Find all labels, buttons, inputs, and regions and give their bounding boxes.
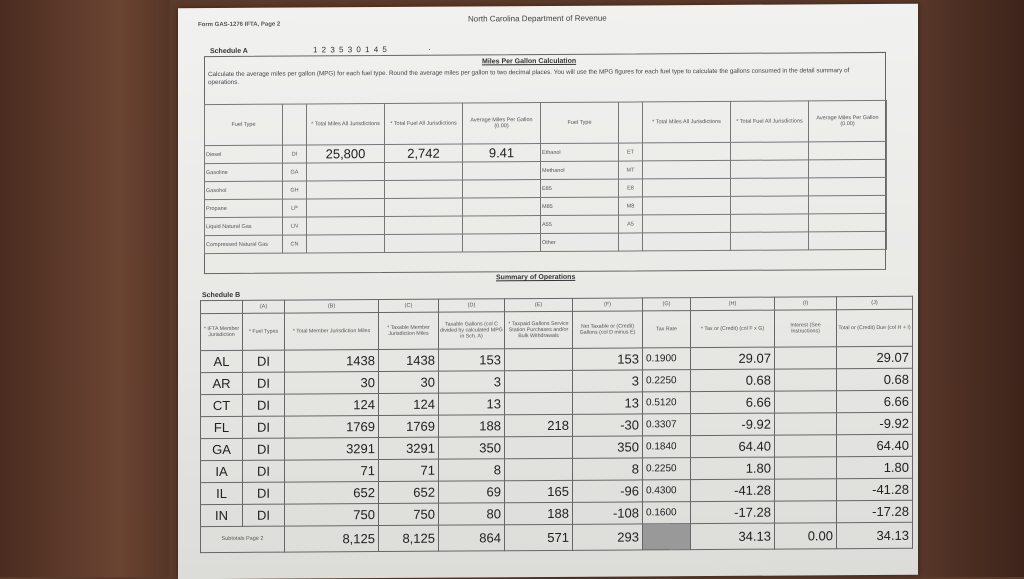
total-miles-cell: 25,800 bbox=[307, 144, 385, 162]
tax-cell: -41.28 bbox=[691, 479, 775, 502]
column-header: Tax Rate bbox=[643, 311, 691, 348]
column-header: * IFTA Member Jurisdiction bbox=[201, 313, 243, 350]
column-letter: (F) bbox=[573, 298, 643, 311]
subtotal-interest: 0.00 bbox=[775, 523, 837, 549]
total-miles-cell-right bbox=[643, 142, 731, 161]
subtotals-row bbox=[201, 522, 913, 552]
subtotal-net-gallons: 293 bbox=[573, 524, 643, 550]
fuel-type-name: Gasohol bbox=[205, 181, 283, 199]
total-fuel-cell bbox=[385, 198, 463, 216]
total-miles-cell-right bbox=[643, 214, 731, 233]
subtotal-total-miles: 8,125 bbox=[285, 526, 379, 553]
fuel-type-name-right: E85 bbox=[541, 179, 619, 197]
fuel-type-name: Gasoline bbox=[205, 163, 283, 181]
column-header: * Taxpaid Gallons Service Station Purchases and/or Bulk Withdrawals bbox=[505, 311, 573, 348]
fuel-type-name: Propane bbox=[205, 199, 283, 217]
stray-mark: · bbox=[428, 44, 431, 54]
fuel-type-cell: DI bbox=[243, 482, 285, 504]
fuel-code: GH bbox=[283, 181, 307, 199]
avg-mpg-cell-right bbox=[809, 159, 887, 177]
column-letter: (I) bbox=[775, 297, 837, 310]
avg-mpg-cell: 9.41 bbox=[463, 144, 541, 162]
total-due-cell: 64.40 bbox=[837, 434, 913, 456]
tax-form-page bbox=[178, 4, 918, 579]
total-fuel-header-right: * Total Fuel All Jurisdictions bbox=[731, 101, 809, 142]
fuel-code: CN bbox=[283, 235, 307, 253]
taxable-miles-cell: 3291 bbox=[379, 437, 439, 459]
interest-cell bbox=[775, 501, 837, 523]
tax-cell: 29.07 bbox=[691, 347, 775, 370]
subtotal-tax: 34.13 bbox=[691, 523, 775, 550]
taxable-miles-cell: 1438 bbox=[379, 349, 439, 371]
fuel-type-name-right: Methanol bbox=[541, 161, 619, 179]
column-letter: (E) bbox=[505, 298, 573, 311]
fuel-code-right: M8 bbox=[619, 197, 643, 215]
fuel-code: DI bbox=[283, 145, 307, 163]
taxable-miles-cell: 71 bbox=[379, 459, 439, 481]
total-fuel-cell bbox=[385, 216, 463, 234]
net-gallons-cell: 153 bbox=[573, 348, 643, 370]
jurisdiction-cell: IA bbox=[201, 460, 243, 482]
fuel-type-cell: DI bbox=[243, 372, 285, 394]
taxpaid-gallons-cell: 165 bbox=[505, 480, 573, 502]
net-gallons-cell: 13 bbox=[573, 392, 643, 414]
avg-mpg-cell-right bbox=[809, 213, 887, 231]
total-miles-cell: 652 bbox=[285, 482, 379, 505]
net-gallons-cell: -30 bbox=[573, 414, 643, 436]
subtotals-label: Subtotals Page 2 bbox=[201, 526, 285, 553]
tax-rate-cell: 0.2250 bbox=[643, 458, 691, 480]
total-miles-cell: 3291 bbox=[285, 438, 379, 461]
total-fuel-cell bbox=[385, 234, 463, 252]
total-miles-cell bbox=[307, 216, 385, 234]
taxpaid-gallons-cell bbox=[505, 458, 573, 480]
fuel-type-cell: DI bbox=[243, 394, 285, 416]
mpg-table bbox=[204, 100, 887, 254]
fuel-type-name-right: Other bbox=[541, 233, 619, 251]
total-fuel-header: * Total Fuel All Jurisdictions bbox=[385, 103, 463, 144]
code-header bbox=[283, 104, 307, 145]
interest-cell bbox=[775, 391, 837, 413]
fuel-type-name-right: Ethanol bbox=[541, 143, 619, 161]
avg-mpg-cell-right bbox=[809, 177, 887, 195]
net-gallons-cell: 3 bbox=[573, 370, 643, 392]
column-letter: (H) bbox=[691, 297, 775, 311]
fuel-type-cell: DI bbox=[243, 350, 285, 372]
net-gallons-cell: 8 bbox=[573, 458, 643, 480]
column-header: Total or (Credit) Due (col H + I) bbox=[837, 309, 913, 346]
tax-rate-cell: 0.1600 bbox=[643, 502, 691, 524]
total-miles-cell: 750 bbox=[285, 504, 379, 527]
tax-rate-cell: 0.5120 bbox=[643, 392, 691, 414]
taxable-gallons-cell: 3 bbox=[439, 371, 505, 393]
total-miles-cell bbox=[307, 234, 385, 252]
total-fuel-cell-right bbox=[731, 142, 809, 160]
taxpaid-gallons-cell bbox=[505, 348, 573, 370]
total-due-cell: 6.66 bbox=[837, 390, 913, 412]
total-miles-cell: 1438 bbox=[285, 350, 379, 373]
schedule-b-label: Schedule B bbox=[202, 291, 241, 300]
desk-background-right bbox=[904, 0, 1024, 577]
column-header: Interest (See Instructions) bbox=[775, 310, 837, 347]
total-fuel-cell-right bbox=[731, 178, 809, 196]
taxpaid-gallons-cell bbox=[505, 392, 573, 414]
column-header: * Total Member Jurisdiction Miles bbox=[285, 313, 379, 351]
total-fuel-cell: 2,742 bbox=[385, 144, 463, 162]
taxable-gallons-cell: 8 bbox=[439, 459, 505, 481]
interest-cell bbox=[775, 369, 837, 391]
total-fuel-cell bbox=[385, 180, 463, 198]
interest-cell bbox=[775, 479, 837, 501]
net-gallons-cell: -96 bbox=[573, 480, 643, 502]
total-fuel-cell-right bbox=[731, 232, 809, 250]
fuel-code: GA bbox=[283, 163, 307, 181]
fuel-type-name: Liquid Natural Gas bbox=[205, 217, 283, 235]
subtotal-taxable-gallons: 864 bbox=[439, 525, 505, 551]
column-header: * Tax or (Credit) (col F x G) bbox=[691, 310, 775, 348]
fuel-type-name-right: M85 bbox=[541, 197, 619, 215]
total-miles-cell-right bbox=[643, 232, 731, 251]
column-header: Net Taxable or (Credit) Gallons (col D minus E) bbox=[573, 311, 643, 348]
fuel-code-right: A5 bbox=[619, 215, 643, 233]
total-due-cell: -41.28 bbox=[837, 478, 913, 500]
fuel-type-header: Fuel Type bbox=[205, 104, 283, 145]
total-fuel-cell-right bbox=[731, 160, 809, 178]
tax-cell: 64.40 bbox=[691, 435, 775, 458]
avg-mpg-header: Average Miles Per Gallon (0.00) bbox=[463, 103, 541, 144]
interest-cell bbox=[775, 347, 837, 369]
column-letter: (G) bbox=[643, 298, 691, 311]
column-letter: (C) bbox=[379, 299, 439, 312]
mpg-calculation-title: Miles Per Gallon Calculation bbox=[482, 57, 577, 66]
total-miles-header: * Total Miles All Jurisdictions bbox=[307, 103, 385, 144]
summary-table bbox=[200, 296, 913, 553]
avg-mpg-cell bbox=[463, 180, 541, 198]
jurisdiction-cell: CT bbox=[201, 394, 243, 416]
avg-mpg-cell-right bbox=[809, 195, 887, 213]
column-headers-row bbox=[201, 309, 913, 350]
total-fuel-cell bbox=[385, 162, 463, 180]
column-letter: (D) bbox=[439, 299, 505, 312]
fuel-type-cell: DI bbox=[243, 504, 285, 526]
avg-mpg-cell bbox=[463, 216, 541, 234]
column-letter: (J) bbox=[837, 296, 913, 309]
tax-rate-cell: 0.4300 bbox=[643, 480, 691, 502]
avg-mpg-header-right: Average Miles Per Gallon (0.00) bbox=[809, 100, 887, 141]
schedule-a-instructions: Calculate the average miles per gallon (MPG) for each fuel type. Round the average miles per gallon to two decimal places. You will use the MPG figures for each fuel type to calculate the gallons consumed in the detail summary of operations. bbox=[208, 67, 850, 87]
net-gallons-cell: -108 bbox=[573, 502, 643, 524]
taxable-miles-cell: 124 bbox=[379, 393, 439, 415]
fuel-code: LP bbox=[283, 199, 307, 217]
mpg-row bbox=[205, 231, 887, 253]
fuel-type-name-right: A55 bbox=[541, 215, 619, 233]
column-letter: (A) bbox=[243, 300, 285, 313]
taxable-gallons-cell: 80 bbox=[439, 503, 505, 525]
jurisdiction-cell: AR bbox=[201, 372, 243, 394]
summary-of-operations-title: Summary of Operations bbox=[496, 273, 576, 282]
interest-cell bbox=[775, 435, 837, 457]
avg-mpg-cell bbox=[463, 162, 541, 180]
taxable-miles-cell: 750 bbox=[379, 503, 439, 525]
total-due-cell: 1.80 bbox=[837, 456, 913, 478]
column-header: * Taxable Member Jurisdiction Miles bbox=[379, 312, 439, 349]
taxable-gallons-cell: 188 bbox=[439, 415, 505, 437]
code-header-right bbox=[619, 102, 643, 143]
subtotal-total-due: 34.13 bbox=[837, 522, 913, 548]
jurisdiction-cell: FL bbox=[201, 416, 243, 438]
jurisdiction-cell: GA bbox=[201, 438, 243, 460]
taxable-miles-cell: 652 bbox=[379, 481, 439, 503]
total-miles-cell: 124 bbox=[285, 394, 379, 417]
tax-cell: 1.80 bbox=[691, 457, 775, 480]
total-miles-cell bbox=[307, 198, 385, 216]
total-fuel-cell-right bbox=[731, 196, 809, 214]
mpg-header-row bbox=[205, 100, 887, 145]
subtotal-taxpaid-gallons: 571 bbox=[505, 524, 573, 550]
column-header: * Fuel Types bbox=[243, 313, 285, 350]
total-due-cell: -17.28 bbox=[837, 500, 913, 522]
total-miles-header-right: * Total Miles All Jurisdictions bbox=[643, 101, 731, 143]
fuel-code-right bbox=[619, 233, 643, 251]
tax-cell: -17.28 bbox=[691, 501, 775, 524]
tax-cell: 0.68 bbox=[691, 369, 775, 392]
schedule-a-label: Schedule A bbox=[210, 47, 248, 56]
total-miles-cell-right bbox=[643, 196, 731, 215]
desk-background-left bbox=[0, 0, 170, 577]
total-miles-cell-right bbox=[643, 160, 731, 179]
avg-mpg-cell bbox=[463, 234, 541, 252]
tax-cell: -9.92 bbox=[691, 413, 775, 436]
column-letter: (B) bbox=[285, 300, 379, 314]
fuel-type-cell: DI bbox=[243, 460, 285, 482]
total-fuel-cell-right bbox=[731, 214, 809, 232]
column-letter bbox=[201, 300, 243, 313]
fuel-type-name: Diesel bbox=[205, 145, 283, 163]
fuel-type-header-right: Fuel Type bbox=[541, 102, 619, 143]
department-title: North Carolina Department of Revenue bbox=[468, 13, 607, 24]
jurisdiction-cell: IL bbox=[201, 482, 243, 504]
total-miles-cell bbox=[307, 180, 385, 198]
fuel-type-name: Compressed Natural Gas bbox=[205, 235, 283, 253]
fuel-code-right: ET bbox=[619, 143, 643, 161]
total-miles-cell: 1769 bbox=[285, 416, 379, 439]
fuel-type-cell: DI bbox=[243, 416, 285, 438]
avg-mpg-cell-right bbox=[809, 141, 887, 159]
taxable-gallons-cell: 13 bbox=[439, 393, 505, 415]
total-due-cell: 29.07 bbox=[837, 346, 913, 368]
taxable-miles-cell: 30 bbox=[379, 371, 439, 393]
total-due-cell: 0.68 bbox=[837, 368, 913, 390]
taxable-gallons-cell: 69 bbox=[439, 481, 505, 503]
total-due-cell: -9.92 bbox=[837, 412, 913, 434]
total-miles-cell: 30 bbox=[285, 372, 379, 395]
tax-rate-cell: 0.1840 bbox=[643, 436, 691, 458]
subtotal-rate-shaded bbox=[643, 524, 691, 550]
jurisdiction-cell: IN bbox=[201, 504, 243, 526]
total-miles-cell: 71 bbox=[285, 460, 379, 483]
taxable-miles-cell: 1769 bbox=[379, 415, 439, 437]
tax-cell: 6.66 bbox=[691, 391, 775, 414]
taxable-gallons-cell: 153 bbox=[439, 349, 505, 371]
total-miles-cell-right bbox=[643, 178, 731, 197]
form-id: Form GAS-1276 IFTA, Page 2 bbox=[198, 21, 281, 29]
account-number: 1 2 3 5 3 0 1 4 5 bbox=[313, 44, 388, 55]
fuel-code-right: MT bbox=[619, 161, 643, 179]
taxable-gallons-cell: 350 bbox=[439, 437, 505, 459]
avg-mpg-cell bbox=[463, 198, 541, 216]
column-header: Taxable Gallons (col C divided by calculated MPG in Sch. A) bbox=[439, 312, 505, 349]
fuel-type-cell: DI bbox=[243, 438, 285, 460]
total-miles-cell bbox=[307, 162, 385, 180]
fuel-code-right: E8 bbox=[619, 179, 643, 197]
interest-cell bbox=[775, 457, 837, 479]
taxpaid-gallons-cell bbox=[505, 436, 573, 458]
jurisdiction-cell: AL bbox=[201, 350, 243, 372]
tax-rate-cell: 0.3307 bbox=[643, 414, 691, 436]
tax-rate-cell: 0.1900 bbox=[643, 348, 691, 370]
net-gallons-cell: 350 bbox=[573, 436, 643, 458]
tax-rate-cell: 0.2250 bbox=[643, 370, 691, 392]
interest-cell bbox=[775, 413, 837, 435]
taxpaid-gallons-cell: 218 bbox=[505, 414, 573, 436]
taxpaid-gallons-cell: 188 bbox=[505, 502, 573, 524]
avg-mpg-cell-right bbox=[809, 231, 887, 249]
fuel-code: LN bbox=[283, 217, 307, 235]
subtotal-taxable-miles: 8,125 bbox=[379, 525, 439, 551]
taxpaid-gallons-cell bbox=[505, 370, 573, 392]
